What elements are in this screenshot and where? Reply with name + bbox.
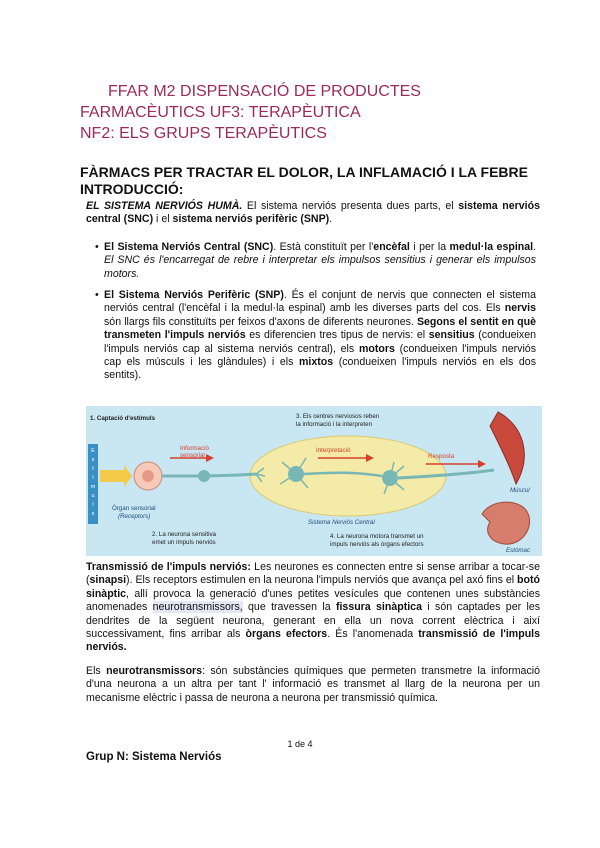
bullet-snp: • El Sistema Nerviós Perifèric (SNP). És el conjunt de nervis que connecten el sistema nerviós central (l'encèfal i la medul·la espinal) amb les diverses parts del cos. Els nervis són llargs fils constituïts per feixos d'axons de diferents neurones. Segons el sentit en què transmeten l'impuls nerviós es diferencien tres tipus de nervis: el sensitius (condueixen l'impuls nerviós cap al sistema nerviós central), els motors (condueixen l'impuls nerviós cap els músculs i les glàndules) i els mixtos (condueixen l'impuls nerviós en els dos sentits).	[95, 289, 537, 382]
stimulus-letter: t	[92, 466, 94, 472]
stimulus-letter: s	[91, 457, 95, 463]
step-3-label-2: la informació i la interpreten	[296, 421, 373, 428]
footer-group-label: Grup N: Sistema Nerviós	[86, 751, 222, 763]
step-3-label-1: 3. Els centres nerviosos reben	[296, 413, 380, 420]
section-heading: FÀRMACS PER TRACTAR EL DOLOR, LA INFLAMACIÓ I LA FEBRE INTRODUCCIÓ:	[80, 164, 528, 197]
response-label: Resposta	[428, 453, 455, 460]
nervous-system-diagram	[86, 406, 542, 556]
muscle-label: Múscul	[510, 487, 530, 494]
stimulus-letter: í	[92, 475, 94, 481]
step-2-label-1: 2. La neurona sensitiva	[152, 531, 216, 538]
info-label-1: Informació	[180, 445, 209, 452]
stimulus-letter: s	[91, 511, 95, 517]
stimulus-letter: u	[91, 493, 95, 499]
stimulus-letter: l	[92, 502, 94, 508]
interpretation-label: Interpretació	[316, 447, 351, 454]
step-4-label-1: 4. La neurona motora transmet un	[330, 533, 424, 540]
stomach-label: Estómac	[506, 547, 531, 554]
intro-lead: EL SISTEMA NERVIÓS HUMÀ.	[86, 200, 243, 212]
neurotransmitters-paragraph: Els neurotransmissors: són substàncies químiques que permeten transmetre la informació d'una neurona a un altra per tant l' informació es transmet al llarg de la neurona per un mecanisme elèctric i passa de neurona a neurona per transmissió química.	[86, 665, 540, 704]
sensory-organ-label-1: Òrgan sensorial	[112, 505, 156, 512]
header-title-line-3: NF2: ELS GRUPS TERAPÈUTICS	[80, 125, 327, 142]
intro-paragraph: EL SISTEMA NERVIÓS HUMÀ. El sistema nerviós presenta dues parts, el sistema nerviós central (SNC) i el sistema nerviós perifèric (SNP).	[86, 200, 540, 226]
header-title-line-1: FFAR M2 DISPENSACIÓ DE PRODUCTES	[108, 83, 421, 100]
step-1-label: 1. Captació d'estímuls	[90, 415, 156, 422]
sensory-neuron-body	[198, 470, 210, 482]
highlighted-text: neurotransmissors,	[152, 601, 243, 614]
info-label-2: sensorial	[180, 452, 205, 459]
sensory-organ-label-2: (Receptors)	[118, 513, 151, 520]
stimulus-letter: m	[90, 484, 96, 490]
bullet-snc: • El Sistema Nerviós Central (SNC). Està constituït per l'encèfal i per la medul·la espinal. El SNC és l'encarregat de rebre i interpretar els impulsos sensitius i generar els impulsos motors.	[95, 241, 537, 280]
step-2-label-2: emet un impuls nerviós	[152, 539, 216, 546]
stimulus-letter: E	[91, 448, 95, 454]
bullet-dot: •	[95, 241, 99, 253]
header-title-line-2: FARMACÈUTICS UF3: TERAPÈUTICA	[80, 104, 361, 121]
page-number: 1 de 4	[287, 739, 313, 749]
bullet-dot: •	[95, 289, 99, 301]
sensory-organ-core	[142, 470, 154, 482]
cns-label: Sistema Nerviós Central	[308, 519, 375, 526]
step-4-label-2: impuls nerviós als òrgans efectors	[330, 541, 424, 548]
transmission-paragraph: Transmissió de l'impuls nerviós: Les neurones es connecten entre si sense arribar a tocar-se (sinapsi). Els receptors estimulen en la neurona l'impuls nerviós que avança pel axó fins el botó sinàptic, allí provoca la generació d'unes petites vesícules que contenen unes substàncies anomenades neurotransmissors, que travessen la fissura sinàptica i són captades per les dendrites de la següent neurona, generant en ella un nova corrent elèctrica i així successivament, fins arribar als òrgans efectors. És l'anomenada transmissió de l'impuls nerviós.	[86, 561, 541, 654]
